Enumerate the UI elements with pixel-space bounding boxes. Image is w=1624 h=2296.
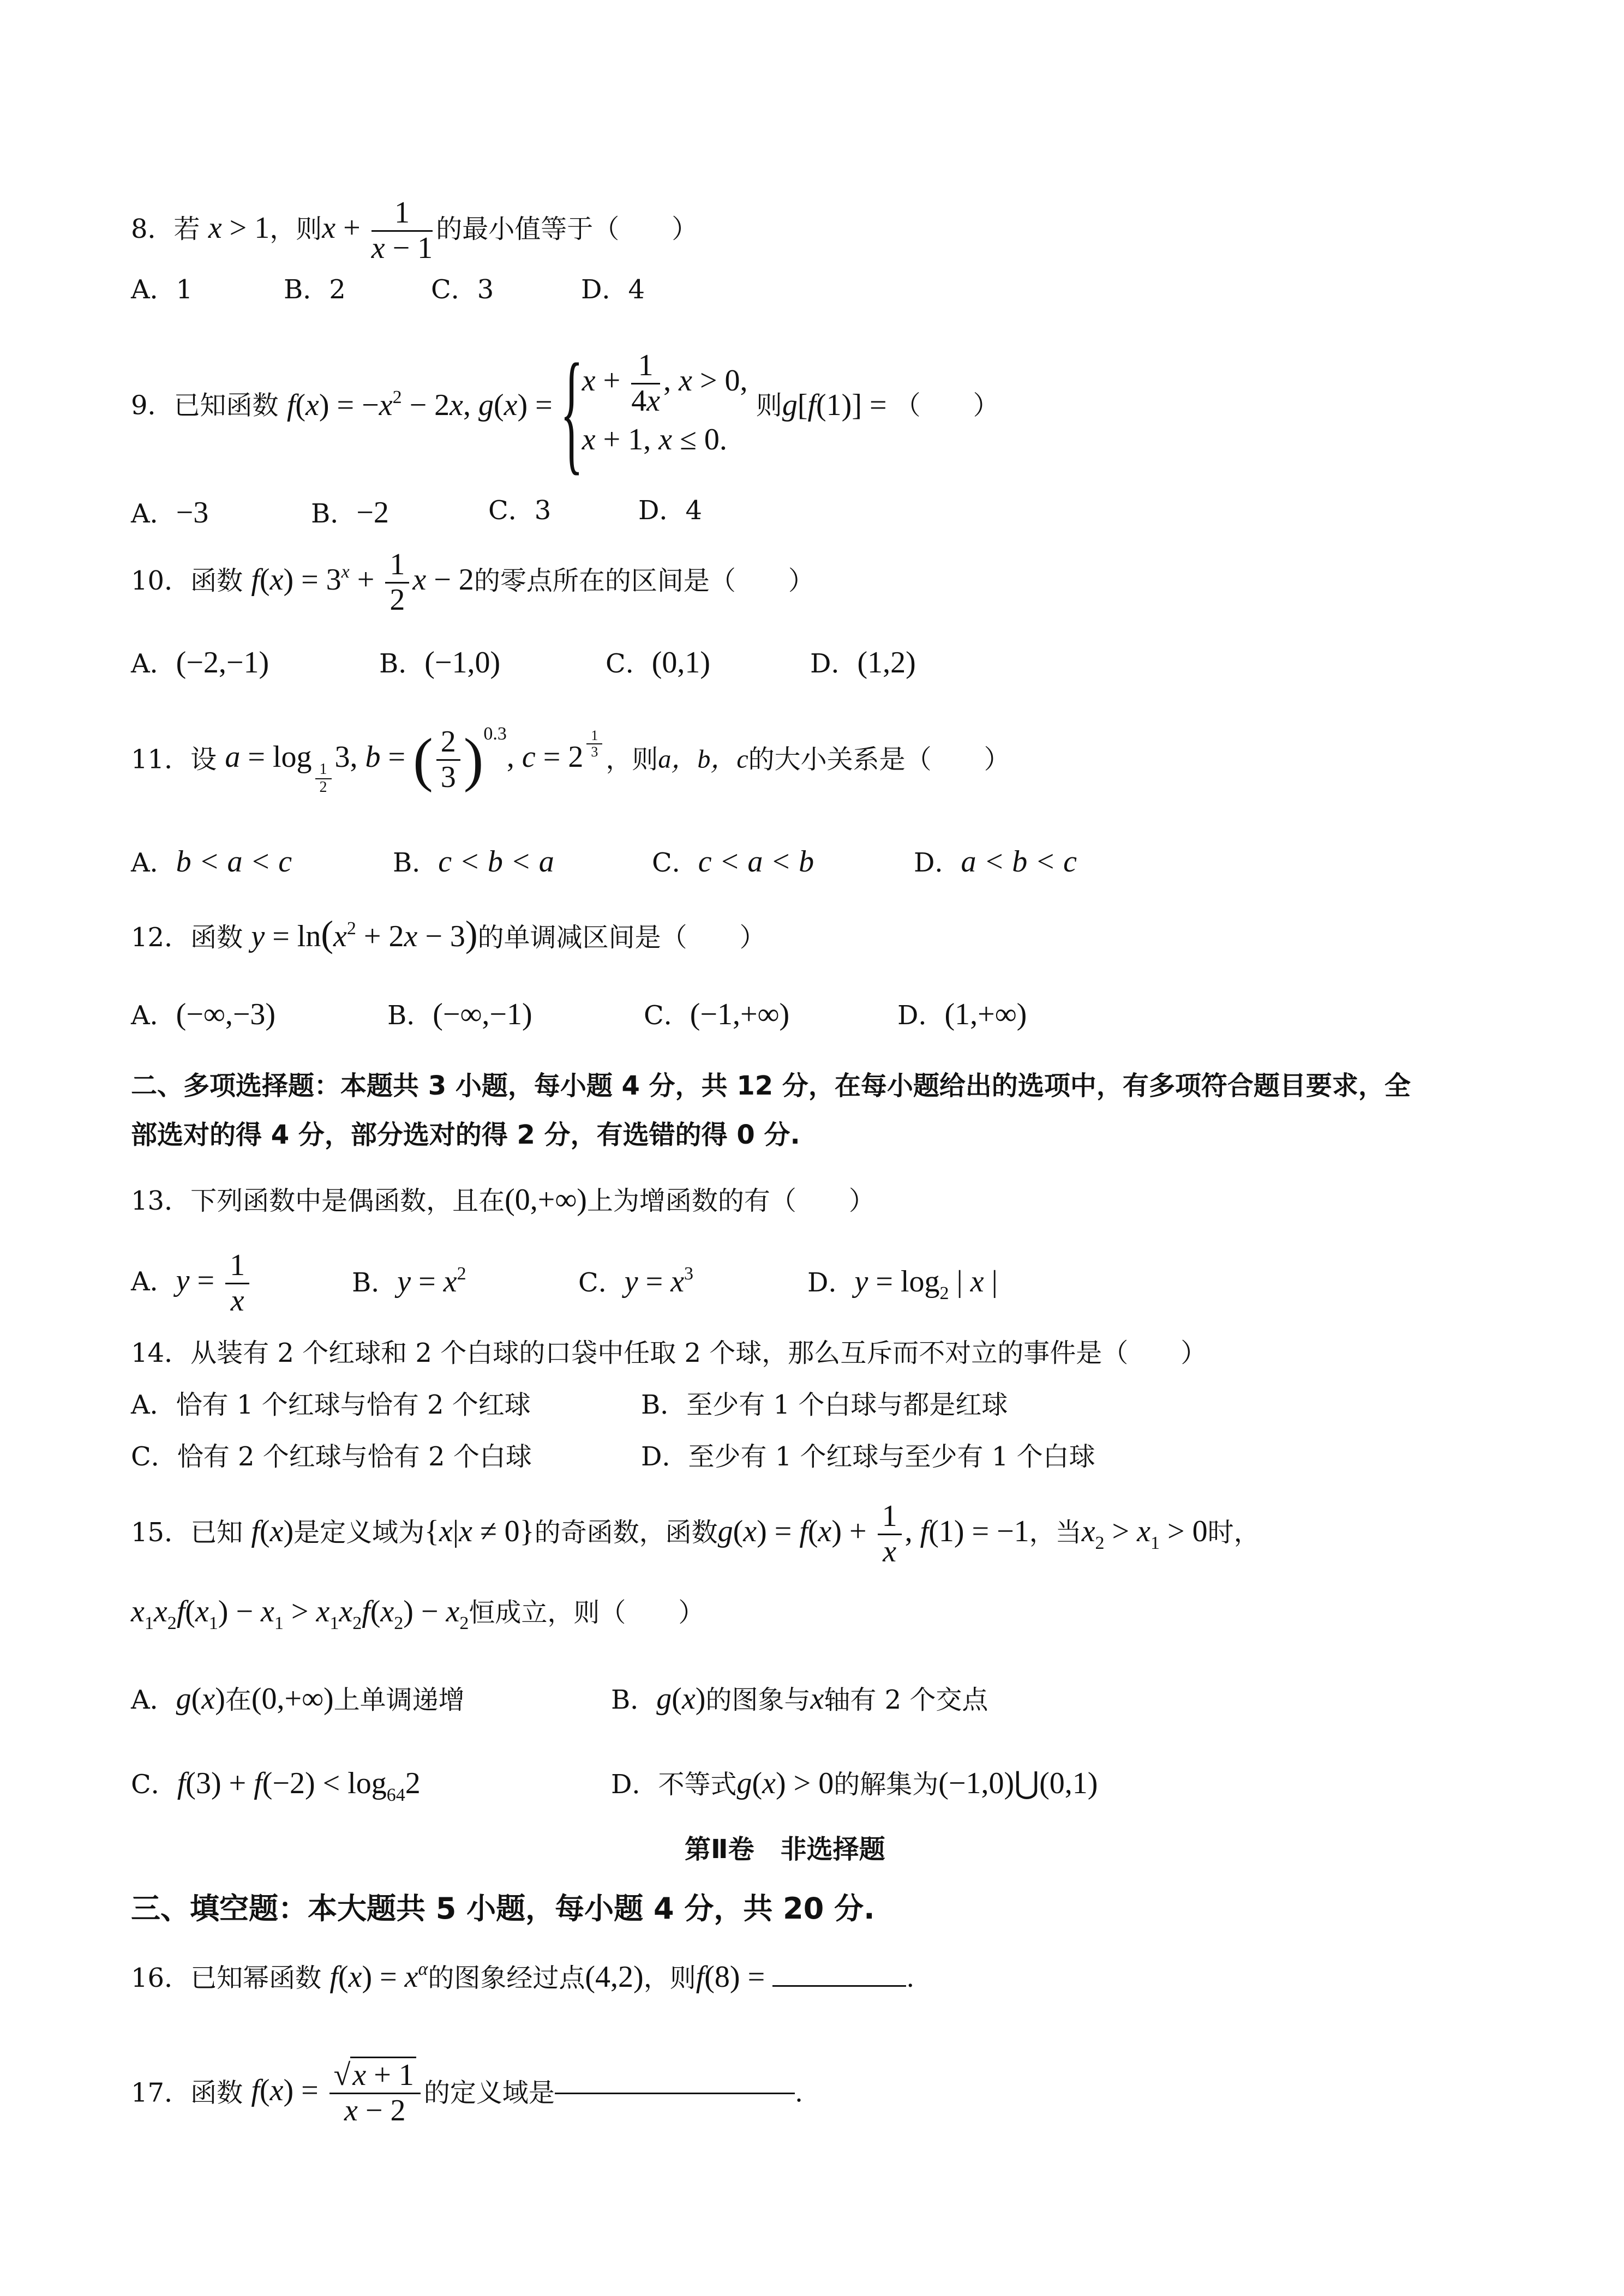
option-a: A．1 [131,274,193,305]
piecewise: { x + $\frac{1}{4x}$ , x > 0, x + 1, x ≤ 0. [560,336,748,487]
question-10-options: A．(−2,−1) B．(−1,0) C．(0,1) D．(1,2) [131,646,916,680]
math-expr: x + $\frac{1}{x - 1}$ [322,196,433,265]
question-16: 16．已知幂函数 $f(x) = x^\alpha$的图象经过点(4,2)，则f(8) = . [131,1959,915,1994]
question-15: 15．已知 f(x)是定义域为{x|x ≠ 0}的奇函数，函数g(x) = f(x) + $\frac{1}{x}$ , f(1) = −1，当$x_2 > x_1 > 0$时， [131,1499,1260,1568]
question-13-options: A．y = $\frac{1}{x}$ B．$y = x^2$ C．$y = x^3$ D．$y = \log_2$ | x | [131,1248,998,1318]
question-12: 12．函数 $y = \ln(x^2 + 2x - 3)$的单调减区间是（ ） [131,913,766,954]
section-3-heading: 三、填空题：本大题共 5 小题，每小题 4 分，共 20 分. [131,1891,875,1926]
question-17: 17．函数 f(x) = $\frac{√x + 1}{x - 2}$ 的定义域是 . [131,2059,803,2127]
math-expr: a = log $_{\frac{1}{2}}$ 3, b = ( $\frac{2}{3}$ )$^{0.3}$, c = 2 $^{\frac{1}{3}}$ [225,740,606,774]
question-11: 11．设 a = log $_{\frac{1}{2}}$ 3, b = ( $\frac{2}{3}$ )$^{0.3}$, c = 2 $^{\frac{1}{3}}$ ，则a，b，c的大小关系是（ ） [131,723,1010,796]
section-2-heading: 二、多项选择题：本题共 3 小题，每小题 4 分，共 12 分，在每小题给出的选项中，有多项符合题目要求，全 [131,1071,1411,1101]
question-15-options-2: C．$f(3) + f(-2) < \log_{64}2$ D．不等式g(x) > 0的解集为(−1,0)⋃(0,1) [131,1766,1098,1805]
math-expr: $y = \log_2$ | x | [854,1265,998,1303]
math-expr: $f(x) = 3^x$ + $\frac{1}{2}$ x − 2 [251,548,474,617]
question-9-options: A．−3 B．−2 C．3 D．4 [131,495,703,530]
question-14-options-1: A．恰有 1 个红球与恰有 2 个红球 B．至少有 1 个白球与都是红球 [131,1390,1008,1420]
question-15-options-1: A．g(x)在(0,+∞)上单调递增 B．g(x)的图象与x轴有 2 个交点 [131,1682,988,1716]
part-2-title: 第Ⅱ卷 非选择题 [685,1834,885,1865]
math-expr: $f(x) = -x^2 - 2x$, g(x) = [286,387,560,422]
question-12-options: A．(−∞,−3) B．(−∞,−1) C．(−1,+∞) D．(1,+∞) [131,997,1027,1031]
math-expr: y = $\frac{1}{x}$ [176,1264,253,1297]
math-expr: $y = \ln(x^2 + 2x - 3)$ [251,913,478,954]
option-c: C．3 [431,274,494,305]
math-expr: $y = x^3$ [624,1264,694,1299]
question-15-line2: $x_1x_2f(x_1) - x_1 > x_1x_2f(x_2) - x_2$恒成立，则（ ） [131,1595,705,1633]
math-expr: $y = x^2$ [397,1264,466,1299]
option-b: B．2 [284,274,346,305]
math-expr: g[f(1)] = [782,388,895,422]
question-9: 9．已知函数 $f(x) = -x^2 - 2x$, g(x) = { x + $\frac{1}{4x}$ , x > 0, x + 1, x ≤ 0. 则g[f(1)] = （ ） [131,336,999,487]
question-13: 13．下列函数中是偶函数，且在(0,+∞)上为增函数的有（ ） [131,1183,875,1217]
math-expr: x > 1 [208,211,270,245]
answer-blank[interactable] [772,1985,906,1987]
answer-blank[interactable] [555,2093,795,2094]
question-8-options [131,275,895,308]
question-10: 10．函数 $f(x) = 3^x$ + $\frac{1}{2}$ x − 2的零点所在的区间是（ ） [131,548,814,617]
question-14: 14．从装有 2 个红球和 2 个白球的口袋中任取 2 个球，那么互斥而不对立的事件是（ ） [131,1338,1207,1368]
question-8: 8．若 x > 1，则x + $\frac{1}{x - 1}$ 的最小值等于（ ） [131,196,698,265]
section-2-heading-cont: 部选对的得 4 分，部分选对的得 2 分，有选错的得 0 分. [131,1120,800,1150]
question-11-options: A．b < a < c B．c < b < a C．c < a < b D．a < b < c [131,845,1077,879]
question-14-options-2: C．恰有 2 个红球与恰有 2 个白球 D．至少有 1 个红球与至少有 1 个白球 [131,1441,1095,1472]
option-d: D．4 [581,274,645,305]
